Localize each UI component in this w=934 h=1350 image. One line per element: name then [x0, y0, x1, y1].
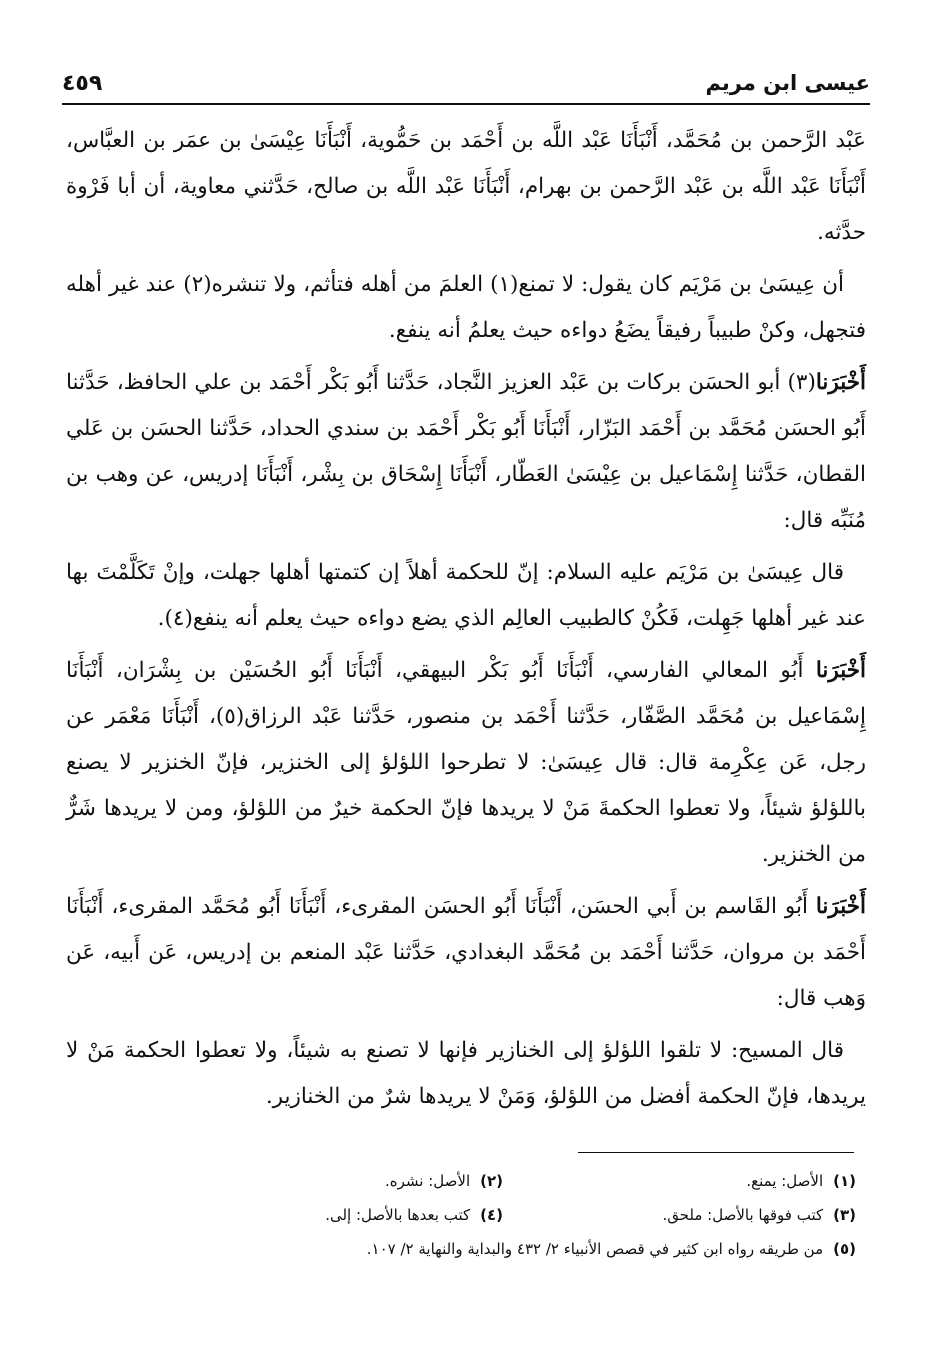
paragraph-text: أن عِيسَىٰ بن مَرْيَم كان يقول: لا تمنع(١) العلمَ من أهله فتأثم، ولا تنشره(٢) عند غير أهله فتجهل، وكنْ طبيباً رفيقاً يضَعُ دواءه حيث يعلمُ أنه ينفع. [66, 272, 866, 343]
footnote-4 [150, 1198, 503, 1232]
paragraph-7 [66, 1028, 866, 1120]
footnote-1 [503, 1164, 856, 1198]
paragraph-text: قال عِيسَىٰ بن مَرْيَم عليه السلام: إنّ للحكمة أهلاً إن كتمتها أهلها جهلت، وإنْ تَكَلَّمْتَ بها عند غير أهلها جَهِلت، فَكُنْ كالطبيب العالِم الذي يضع دواءه حيث يعلم أنه ينفع(٤). [66, 560, 866, 631]
paragraph-text: عَبْد الرَّحمن بن مُحَمَّد، أَنْبَأَنَا عَبْد اللَّه بن أَحْمَد بن حَمُّوية، أَنْبَأَنَا عِيْسَىٰ بن عمَر بن العبَّاس، أَنْبَأَنَا عَبْد اللَّه بن عَبْد الرَّحمن بن بهرام، أَنْبَأَنَا عَبْد اللَّه بن صالح، حَدَّثني معاوية، أن أبا فَرْوة حدَّثه. [66, 128, 866, 245]
header-rule [62, 103, 870, 105]
paragraph-text: (٣) أبو الحسَن بركات بن عَبْد العزيز النَّجاد، حَدَّثنا أَبُو بَكْر أَحْمَد بن علي الحافظ، حَدَّثنا أَبُو الحسَن مُحَمَّد بن أَحْمَد البَزّار، أَنْبَأَنَا أَبُو بَكْر أَحْمَد بن سندي الحداد، حَدَّثنا الحسَن بن عَلي القطان، حَدَّثنا إِسْمَاعيل بن عِيْسَىٰ العَطّار، أَنْبَأَنَا إِسْحَاق بن بِشْر، أَنْبَأَنَا إدريس، عن وهب بن مُنَبِّه قال: [66, 370, 866, 533]
footnote-row [150, 1164, 856, 1198]
paragraph-2 [66, 262, 866, 354]
footnote-number: (٤) [480, 1206, 503, 1224]
akhbarana-lead: أَخْبَرَنا [815, 370, 866, 395]
footnote-number: (١) [833, 1172, 856, 1190]
paragraph-5 [66, 648, 866, 878]
footnote-text: كتب فوقها بالأصل: ملحق. [662, 1206, 824, 1224]
footnote-number: (٥) [833, 1240, 856, 1258]
running-title: عيسى ابن مريم [705, 71, 870, 95]
akhbarana-lead: أَخْبَرَنا [815, 658, 866, 683]
footnote-5 [150, 1232, 856, 1266]
footnote-text: من طريقه رواه ابن كثير في قصص الأنبياء ٢/ ٤٣٢ والبداية والنهاية ٢/ ١٠٧. [366, 1240, 824, 1258]
paragraph-text: أَبُو المعالي الفارسي، أَنْبَأَنَا أَبُو بَكْر البيهقي، أَنْبَأَنَا أَبُو الحُسَيْن بن بِشْرَان، أَنْبَأَنَا إِسْمَاعيل بن مُحَمَّد الصَّفّار، حَدَّثنا أَحْمَد بن منصور، حَدَّثنا عَبْد الرزاق(٥)، أَنْبَأَنَا مَعْمَر عن رجل، عَن عِكْرِمة قال: قال عِيسَىٰ: لا تطرحوا اللؤلؤ إلى الخنزير، فإنّ الخنزير لا يصنع باللؤلؤ شيئاً، ولا تعطوا الحكمةَ مَنْ لا يريدها فإنّ الحكمة خيرٌ من اللؤلؤ، ومن لا يريدها شَرٌّ من الخنزير. [66, 658, 866, 867]
paragraph-text: قال المسيح: لا تلقوا اللؤلؤ إلى الخنازير فإنها لا تصنع به شيئاً، ولا تعطوا الحكمة مَنْ لا يريدها، فإنّ الحكمة أفضل من اللؤلؤ، وَمَنْ لا يريدها شرٌ من الخنازير. [66, 1038, 866, 1109]
footnote-rule [578, 1152, 854, 1153]
footnotes [150, 1164, 856, 1266]
footnote-number: (٣) [833, 1206, 856, 1224]
paragraph-4 [66, 550, 866, 642]
footnote-row [150, 1198, 856, 1232]
page-number: ٤٥٩ [62, 70, 103, 96]
paragraph-text: أَبُو القَاسم بن أَبي الحسَن، أَنْبَأَنَا أَبُو الحسَن المقرىء، أَنْبَأَنَا أَبُو مُحَمَّد المقرىء، أَنْبَأَنَا أَحْمَد بن مروان، حَدَّثنا أَحْمَد بن مُحَمَّد البغدادي، حَدَّثنا عَبْد المنعم بن إدريس، عَن أَبيه، عَن وَهب قال: [66, 894, 866, 1011]
main-text [66, 118, 866, 1126]
footnote-row [150, 1232, 856, 1266]
footnote-text: الأصل: نشره. [385, 1172, 471, 1190]
paragraph-3 [66, 360, 866, 544]
footnote-number: (٢) [480, 1172, 503, 1190]
footnote-2 [150, 1164, 503, 1198]
paragraph-1 [66, 118, 866, 256]
page-header [62, 66, 870, 100]
footnote-text: الأصل: يمنع. [746, 1172, 824, 1190]
akhbarana-lead: أَخْبَرَنا [815, 894, 866, 919]
footnote-text: كتب بعدها بالأصل: إلى. [325, 1206, 471, 1224]
footnote-3 [503, 1198, 856, 1232]
paragraph-6 [66, 884, 866, 1022]
